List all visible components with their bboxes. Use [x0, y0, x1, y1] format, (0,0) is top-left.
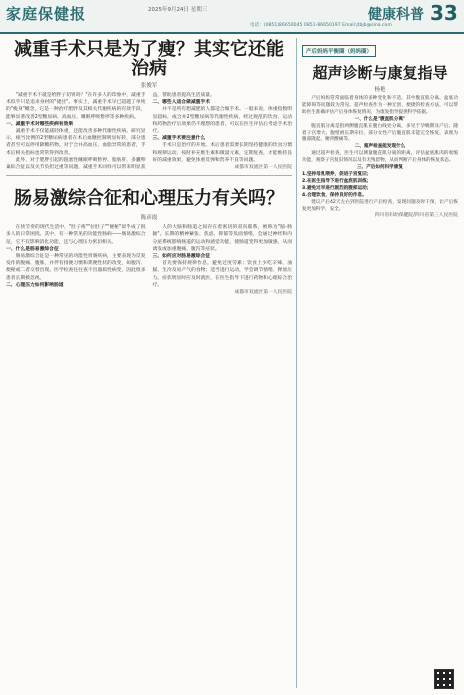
- article2-title: 肠易激综合征和心理压力有关吗？: [14, 188, 284, 210]
- paragraph: 产后妈妈常常面临着身体的多种变化和不适，其中腹直肌分离、盆底功能障碍等问题较为常见。超声检查作为一种无创、便捷的检查方法，可以帮助医生准确评估产后身体恢复情况，为康复指导提供科学依据。: [302, 96, 458, 115]
- paragraph: 腹直肌分离是指两侧腹直肌在腹白线处分离，多见于孕晚期及产后。随着子宫增大，腹壁被长期牵拉，部分女性产后腹直肌未能完全恢复，表现为腹部隆起、腰背酸痛等。: [302, 123, 458, 143]
- article2-credit: 成都市双流区第一人民医院: [234, 290, 292, 296]
- left-column: [6, 38, 292, 688]
- newspaper-title: 家庭保健报: [6, 5, 87, 23]
- right-column: [302, 38, 458, 688]
- paragraph: 肠易激综合征是一种常见的功能性胃肠疾病，主要表现为反复发作的腹痛、腹胀，并伴有排便习惯和粪便性状的改变，如腹泻、便秘或二者交替出现。医学检查往往查不出器质性病变，因此很多患者长期被忽视。: [6, 254, 146, 281]
- article1-credit: 成都市双流区第一人民医院: [234, 165, 292, 171]
- article1-title: 减重手术只是为了瘦？其实它还能治病: [14, 39, 284, 79]
- article1-byline: 张俊军: [140, 83, 158, 89]
- subheading: 二、哪些人适合做减重手术: [152, 100, 211, 106]
- article2-body: [6, 224, 292, 296]
- paragraph: 在快节奏的现代生活中，"肚子疼""拉肚子""便秘"似乎成了很多人的日常困扰。其中，有一种常见的功能性肠病——肠易激综合征，它不仅影响消化功能，还与心理压力密切相关。: [6, 225, 146, 245]
- article-separator: [6, 175, 292, 176]
- qr-code-icon: [434, 669, 454, 689]
- contact-line: 电话：(0851)86650045 0851-86650197 Email:jtbjb@sina.com: [250, 23, 392, 28]
- article3-body: [302, 96, 458, 220]
- paragraph: 通过超声检查，医生可以测量腹直肌分离的距离，评估盆底肌肉的收缩功能，观察子宫复旧情况以及有无残留物，从而判断产后身体的恢复状态。: [302, 151, 458, 164]
- subheading: 一、减重手术对哪些疾病有效果: [6, 121, 74, 127]
- subheading: 三、减重手术要注意什么: [152, 136, 206, 142]
- list-item: 3.避免过早进行剧烈的腹部运动；: [302, 185, 372, 191]
- subheading: 二、心理压力如何影响肠道: [6, 282, 64, 288]
- subheading: 三、产后如何科学康复: [357, 165, 403, 171]
- section-title: 健康科普: [368, 7, 424, 23]
- article1-body: [6, 92, 292, 171]
- page-number: 33: [430, 1, 458, 25]
- subheading: 一、什么是肠易激综合征: [6, 246, 59, 252]
- article2-byline: 陈彦霞: [140, 215, 158, 222]
- paragraph: 减重手术不仅能减轻体重，还能改善多种代谢性疾病。研究显示，相当比例的2型糖尿病患者在术后血糖控制明显好转，部分患者甚至可以停用降糖药物。对于合并高血压、血脂异常的患者，手术后相关指标也常常得到改善。: [6, 129, 146, 156]
- paragraph: 建议产后42天左右到医院进行产后检查，发现问题及时干预，让产后恢复更加科学、安全。: [302, 199, 458, 212]
- article3-title: 超声诊断与康复指导: [312, 64, 448, 82]
- column-divider: [296, 38, 297, 688]
- subheading: 一、什么是"腹直肌分离": [354, 116, 406, 122]
- subheading: 二、超声检查能发现什么: [354, 144, 406, 150]
- paragraph: 人的大脑和肠道之间存在着密切的双向联系，被称为"脑-肠轴"。长期的精神紧张、焦虑、抑郁等负面情绪，会通过神经和内分泌系统影响肠道的运动和感觉功能，使肠道变得更加敏感，从而诱发或加重腹痛、腹泻等症状。: [152, 225, 292, 252]
- list-item: 4.合理饮食，保持良好的作息。: [302, 192, 367, 198]
- masthead-bar: [0, 0, 464, 34]
- paragraph: 并不是所有想减肥的人都适合做手术。一般来说，体重指数明显超标，或合并2型糖尿病等代谢性疾病，经过规范的饮食、运动和药物治疗后效果仍不理想的患者，可以在医生评估后考虑手术治疗。: [152, 107, 292, 135]
- list-item: 1.坚持母乳喂养，促进子宫复旧；: [302, 171, 372, 177]
- paragraph: "减重手术不就是给胖子切胃吗？"在许多人的印象中，减重手术似乎只是追求身材的"捷径"。事实上，减重手术早已超越了单纯的"瘦身"概念，它是一种治疗肥胖及其相关代谢疾病的有效手段，能够显著改善2型糖尿病、高血压、睡眠呼吸暂停等多种疾病。: [6, 93, 146, 120]
- column-tag: 产后妈妈平衡圈（妈妈圈）: [302, 45, 376, 57]
- paragraph: 此外，对于肥胖引起的阻塞性睡眠呼吸暂停、脂肪肝、多囊卵巢综合征以及关节负担过重等问题，减重手术同样可以带来明显获益，帮助患者提高生活质量。: [6, 93, 215, 171]
- paragraph: 首先要保持规律作息，避免过度劳累；饮食上少吃辛辣、油腻、生冷及易产气的食物；适当进行运动，学会调节情绪、释放压力。症状明显时应及时就医，在医生指导下进行药物和心理综合治疗。: [152, 261, 292, 288]
- issue-date: 2025年9月24日 星期三: [148, 7, 208, 13]
- article3-byline: 杨艳: [374, 87, 386, 93]
- paragraph: 手术只是治疗的开始。术后患者需要长期坚持健康的饮食习惯和规律运动，按时补充维生素和微量元素，定期复查，才能维持良好的减重效果，避免体重反弹和营养不良等问题。: [152, 143, 292, 163]
- list-item: 2.在医生指导下进行盆底肌训练；: [302, 178, 372, 184]
- subheading: 三、如何应对肠易激综合征: [152, 254, 211, 260]
- article3-credit: 四川省妇幼保健院/四川省第三人民医院: [374, 213, 458, 219]
